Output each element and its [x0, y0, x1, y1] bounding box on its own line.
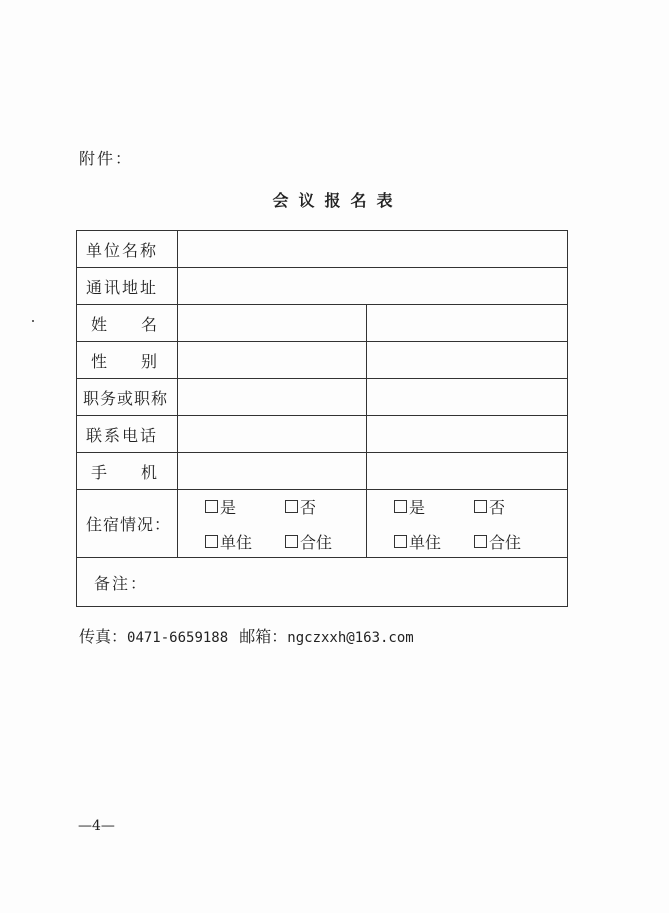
- field-mobile-2[interactable]: [367, 453, 568, 490]
- option-no[interactable]: 否: [474, 495, 554, 518]
- label-mobile-char-2: 机: [140, 462, 157, 482]
- notes-field[interactable]: [77, 558, 568, 607]
- field-unit-name[interactable]: [178, 231, 568, 268]
- label-lodging: 住宿情况：: [77, 490, 178, 558]
- label-phone: 联系电话: [77, 416, 178, 453]
- checkbox-icon[interactable]: [205, 500, 218, 513]
- field-gender-2[interactable]: [367, 342, 568, 379]
- label-name: [77, 305, 178, 342]
- label-address: 通讯地址: [77, 268, 178, 305]
- option-yes[interactable]: 是: [205, 495, 285, 518]
- option-single[interactable]: 单住: [394, 530, 474, 553]
- table-row: [77, 416, 568, 453]
- checkbox-icon[interactable]: [285, 535, 298, 548]
- option-shared[interactable]: 合住: [285, 530, 365, 553]
- label-name-char-2: 名: [140, 314, 157, 334]
- table-row: [77, 305, 568, 342]
- table-row: [77, 342, 568, 379]
- table-row: [77, 558, 568, 607]
- field-position-2[interactable]: [367, 379, 568, 416]
- checkbox-icon[interactable]: [474, 500, 487, 513]
- label-gender: [77, 342, 178, 379]
- form-title: 会议报名表: [272, 191, 403, 210]
- option-single[interactable]: 单住: [205, 530, 285, 553]
- page-number: —4—: [78, 818, 115, 834]
- label-mobile-char-1: 手: [91, 462, 108, 482]
- table-row: [77, 231, 568, 268]
- table-row: [77, 490, 568, 558]
- label-position: 职务或职称: [77, 379, 178, 416]
- field-gender-1[interactable]: [178, 342, 367, 379]
- field-position-1[interactable]: [178, 379, 367, 416]
- table-row: [77, 379, 568, 416]
- fax-label: 传真：: [79, 627, 128, 646]
- table-row: [77, 268, 568, 305]
- registration-form-table: [76, 230, 568, 607]
- field-name-1[interactable]: [178, 305, 367, 342]
- notes-label: 备注：: [94, 573, 149, 593]
- label-mobile: [77, 453, 178, 490]
- option-yes[interactable]: 是: [394, 495, 474, 518]
- email-address: ngczxxh@163.com: [287, 630, 414, 646]
- option-no[interactable]: 否: [285, 495, 365, 518]
- checkbox-icon[interactable]: [285, 500, 298, 513]
- option-shared[interactable]: 合住: [474, 530, 554, 553]
- label-gender-char-1: 性: [91, 351, 108, 371]
- fax-number: 0471-6659188: [127, 630, 229, 646]
- field-name-2[interactable]: [367, 305, 568, 342]
- email-label: 邮箱：: [239, 627, 288, 646]
- scan-speck: [32, 320, 34, 322]
- field-phone-1[interactable]: [178, 416, 367, 453]
- table-row: [77, 453, 568, 490]
- label-name-char-1: 姓: [91, 314, 108, 334]
- label-unit-name: 单位名称: [77, 231, 178, 268]
- field-address[interactable]: [178, 268, 568, 305]
- field-phone-2[interactable]: [367, 416, 568, 453]
- checkbox-icon[interactable]: [205, 535, 218, 548]
- label-gender-char-2: 别: [140, 351, 157, 371]
- lodging-options-2: [367, 490, 568, 558]
- contact-footer: [79, 624, 414, 647]
- checkbox-icon[interactable]: [474, 535, 487, 548]
- checkbox-icon[interactable]: [394, 500, 407, 513]
- lodging-options-1: [178, 490, 367, 558]
- attachment-label: 附件：: [79, 149, 134, 168]
- field-mobile-1[interactable]: [178, 453, 367, 490]
- checkbox-icon[interactable]: [394, 535, 407, 548]
